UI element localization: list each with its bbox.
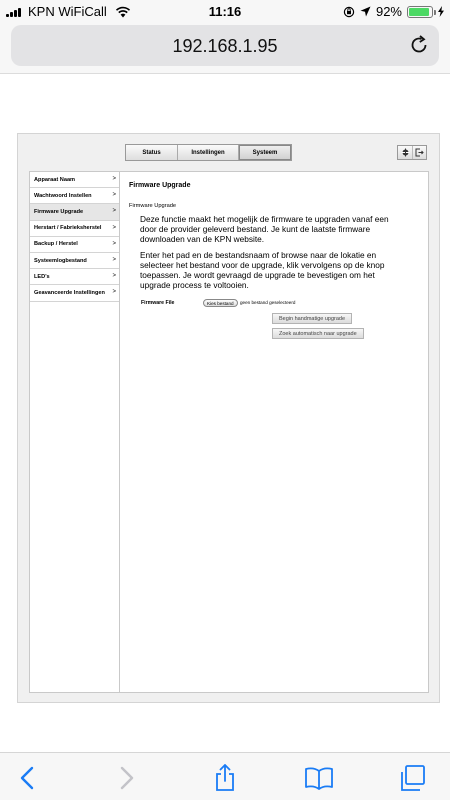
tabs-button[interactable] [397,763,427,793]
chevron-right-icon: > [112,208,116,215]
settings-toggle-icon [401,148,410,157]
sidebar-item-geavanceerd[interactable] [30,285,119,301]
sidebar-item-label: Geavanceerde Instellingen [34,289,105,296]
clock: 11:16 [208,4,242,19]
address-bar[interactable] [11,25,439,66]
logout-icon [415,148,424,157]
tool-buttons [397,145,427,160]
chevron-right-icon: > [112,176,116,182]
share-button[interactable] [210,763,240,793]
sidebar-item-herstart[interactable] [30,221,119,237]
location-arrow-icon [360,6,371,17]
reload-icon[interactable] [409,35,429,55]
sidebar-item-backup[interactable] [30,237,119,253]
cellular-signal-icon [6,7,21,17]
share-icon [214,764,236,792]
status-left [6,4,131,19]
tab-status[interactable]: Status [126,145,178,160]
section-subtitle: Firmware Upgrade [129,203,177,209]
battery-percentage: 92% [375,4,402,19]
description-paragraph: Deze functie maakt het mogelijk de firmware te upgraden vanaf een door de provider geleverd bestand. Je kunt de laatste firmware downloaden van de KPN website. [140,214,389,244]
sidebar-item-label: LED's [34,273,50,280]
browser-toolbar [0,752,450,800]
wifi-icon [115,6,131,18]
orientation-lock-icon [343,6,355,18]
choose-file-button[interactable]: Kies bestand [203,299,238,307]
page-title: Firmware Upgrade [129,182,191,189]
sidebar-item-label: Firmware Upgrade [34,208,84,215]
sidebar-item-label: Systeemlogbestand [34,257,87,264]
tab-instellingen[interactable]: Instellingen [178,145,239,160]
forward-button[interactable] [112,763,142,793]
sidebar-item-wachtwoord[interactable] [30,188,119,204]
chevron-right-icon: > [112,192,116,199]
sidebar-item-firmware-upgrade[interactable] [30,204,119,220]
chevron-right-icon: > [112,256,116,263]
chevron-right-icon: > [112,240,116,247]
firmware-file-label: Firmware File [141,300,175,306]
no-file-selected-text: geen bestand geselecteerd [240,300,296,305]
back-button[interactable] [12,763,42,793]
url-text[interactable]: 192.168.1.95 [172,36,278,56]
charging-bolt-icon [438,6,444,17]
tab-systeem[interactable]: Systeem [239,145,291,160]
chevron-right-icon: > [112,224,116,231]
carrier-label: KPN WiFiCall [28,4,107,19]
sidebar-item-leds[interactable] [30,269,119,285]
sidebar-item-label: Apparaat Naam [34,176,76,183]
chevron-right-icon: > [112,273,116,280]
battery-icon [407,6,433,18]
settings-toggle-button[interactable] [398,146,412,159]
sidebar-item-apparaat-naam[interactable] [30,172,119,188]
battery-level [409,8,429,16]
bookmarks-icon [304,766,334,790]
router-admin-panel [17,133,440,703]
browser-address-area [0,22,450,74]
back-arrow-icon [19,766,35,790]
instruction-paragraph: Enter het pad en de bestandsnaam of browse naar de lokatie en selecteer het bestand voor de upgrade, klik vervolgens op de knop toepassen. Je wordt gevraagd de upgrade te bevestigen om het upgrade process te voltooien. [140,250,385,290]
chevron-right-icon: > [112,289,116,296]
tabs-icon [398,764,426,792]
logout-button[interactable] [412,146,426,159]
sidebar-item-label: Herstart / Fabrieksherstel [34,225,102,232]
sidebar-item-systeemlog[interactable] [30,253,119,269]
status-bar [0,0,450,22]
sidebar-menu [29,171,120,693]
main-tabs [125,144,292,161]
content-panel [120,171,429,693]
auto-upgrade-button[interactable]: Zoek automatisch naar upgrade [272,328,364,339]
sidebar-item-label: Backup / Herstel [34,241,78,248]
bookmarks-button[interactable] [304,763,334,793]
sidebar-item-label: Wachtwoord Instellen [34,192,92,199]
status-right [343,4,444,19]
manual-upgrade-button[interactable]: Begin handmatige upgrade [272,313,352,324]
forward-arrow-icon [119,766,135,790]
